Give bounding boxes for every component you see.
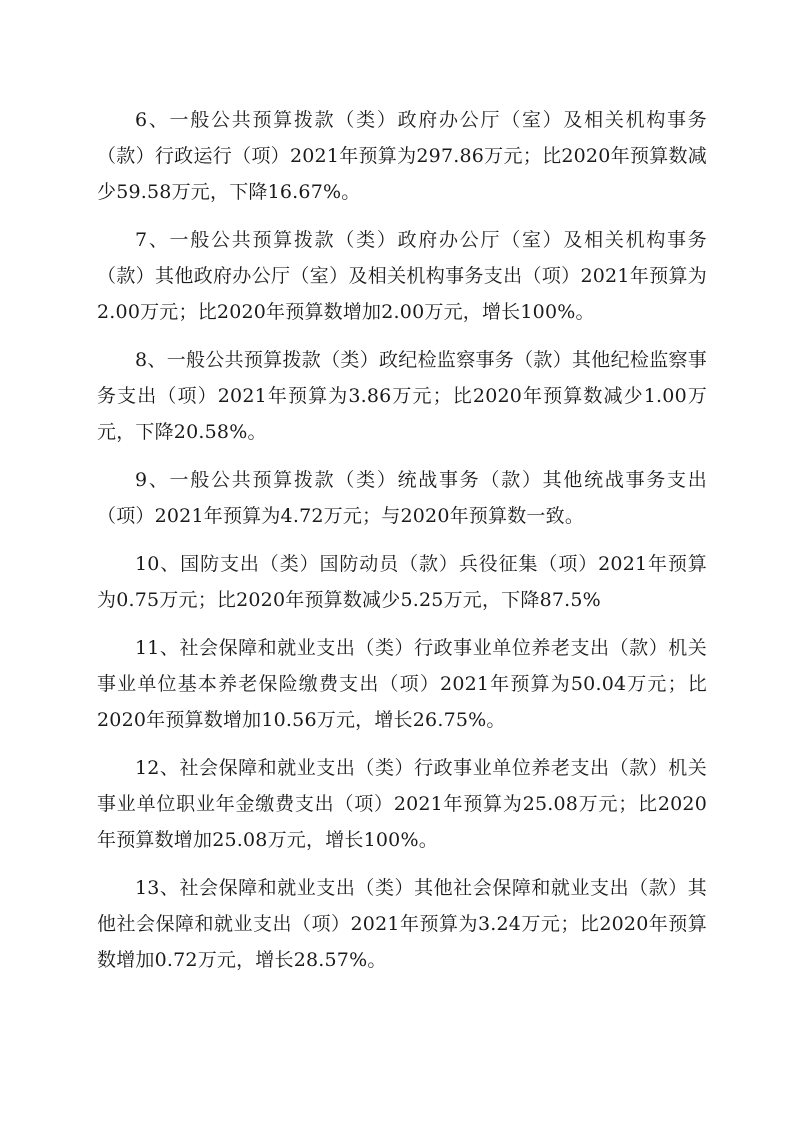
paragraph-item-12: 12、社会保障和就业支出（类）行政事业单位养老支出（款）机关事业单位职业年金缴费支出（项）2021年预算为25.08万元；比2020年预算数增加25.08万元，增长100%。 xyxy=(97,757,707,851)
paragraph-item-7: 7、一般公共预算拨款（类）政府办公厅（室）及相关机构事务（款）其他政府办公厅（室）及相关机构事务支出（项）2021年预算为2.00万元；比2020年预算数增加2.00万元，增长100%。 xyxy=(97,229,707,323)
paragraph-item-11: 11、社会保障和就业支出（类）行政事业单位养老支出（款）机关事业单位基本养老保险缴费支出（项）2021年预算为50.04万元；比2020年预算数增加10.56万元，增长26.75%。 xyxy=(97,637,707,731)
paragraph-item-8: 8、一般公共预算拨款（类）政纪检监察事务（款）其他纪检监察事务支出（项）2021年预算为3.86万元；比2020年预算数减少1.00万元，下降20.58%。 xyxy=(97,349,707,443)
paragraph-item-6: 6、一般公共预算拨款（类）政府办公厅（室）及相关机构事务（款）行政运行（项）2021年预算为297.86万元；比2020年预算数减少59.58万元，下降16.67%。 xyxy=(97,109,707,203)
paragraph-item-10: 10、国防支出（类）国防动员（款）兵役征集（项）2021年预算为0.75万元；比2020年预算数减少5.25万元，下降87.5% xyxy=(97,553,707,611)
paragraph-item-9: 9、一般公共预算拨款（类）统战事务（款）其他统战事务支出（项）2021年预算为4.72万元；与2020年预算数一致。 xyxy=(97,469,707,527)
paragraph-item-13: 13、社会保障和就业支出（类）其他社会保障和就业支出（款）其他社会保障和就业支出（项）2021年预算为3.24万元；比2020年预算数增加0.72万元，增长28.57%。 xyxy=(97,877,707,971)
document-body xyxy=(97,102,707,990)
